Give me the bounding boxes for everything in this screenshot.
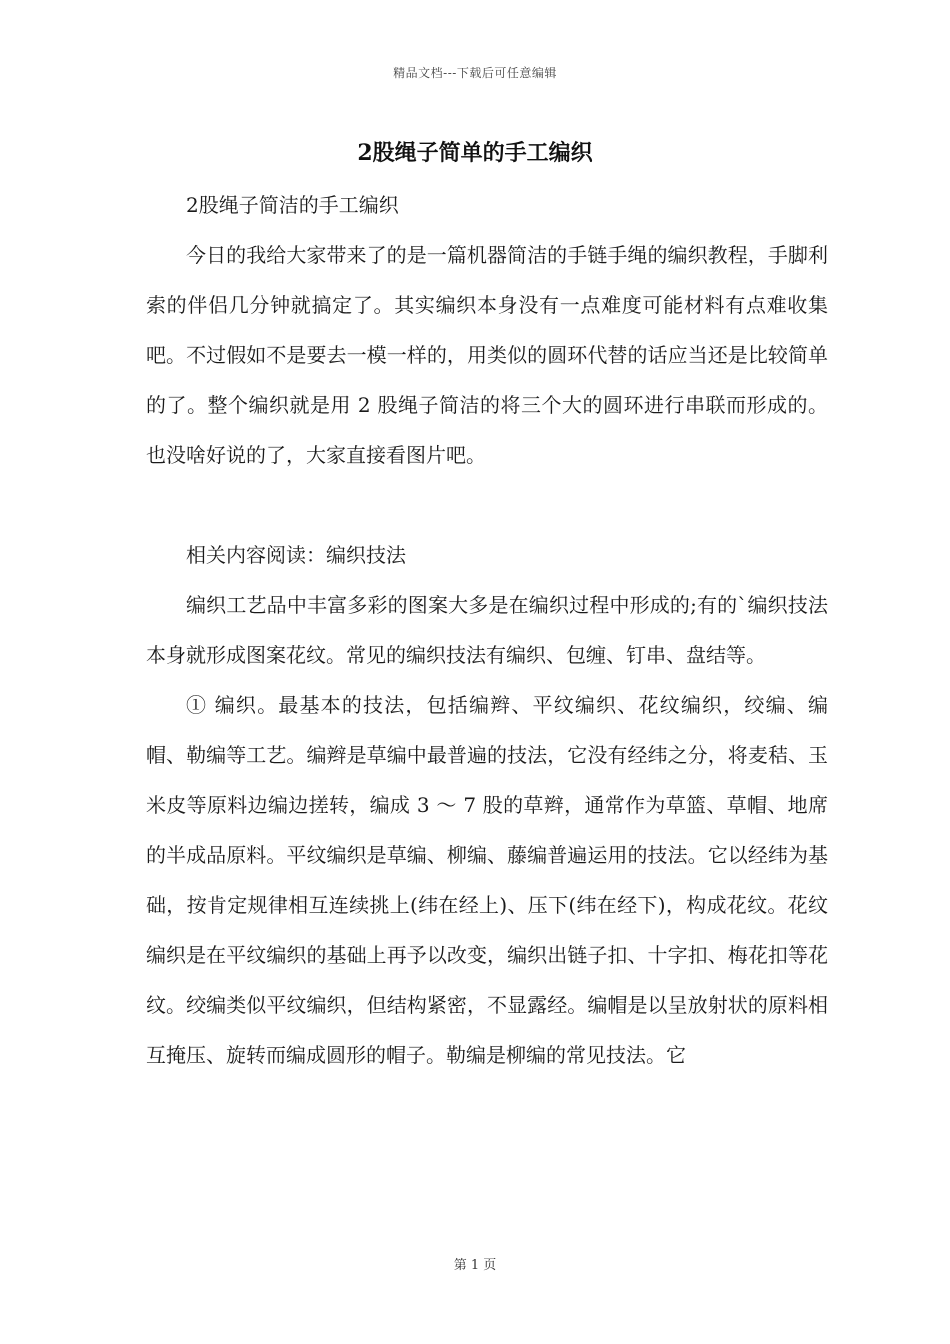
paragraph-techniques-overview: 编织工艺品中丰富多彩的图案大多是在编织过程中形成的;有的`编织技法本身就形成图案花纹。常见的编织技法有编织、包缠、钉串、盘结等。 — [146, 593, 828, 667]
document-subtitle: 2股绳子简洁的手工编织 — [186, 193, 399, 217]
document-title: 2股绳子简单的手工编织 — [357, 140, 593, 166]
document-body — [146, 180, 828, 1080]
paragraph-related-heading: 相关内容阅读：编织技法 — [186, 543, 406, 567]
page-number: 第 1 页 — [453, 1258, 497, 1273]
header-note: 精品文档---下载后可任意编辑 — [393, 66, 557, 80]
paragraph-gap — [146, 480, 828, 530]
paragraph-intro: 今日的我给大家带来了的是一篇机器简洁的手链手绳的编织教程，手脚利索的伴侣几分钟就搞定了。其实编织本身没有一点难度可能材料有点难收集吧。不过假如不是要去一模一样的，用类似的圆环代替的话应当还是比较简单的了。整个编织就是用 2 股绳子简洁的将三个大的圆环进行串联而形成的。也没啥好说的了，大家直接看图片吧。 — [146, 243, 828, 467]
paragraph-weaving-technique: ① 编织。最基本的技法，包括编辫、平纹编织、花纹编织，绞编、编帽、勒编等工艺。编辫是草编中最普遍的技法，它没有经纬之分，将麦秸、玉米皮等原料边编边搓转，编成 3 ～ 7 股的草辫，通常作为草篮、草帽、地席的半成品原料。平纹编织是草编、柳编、藤编普遍运用的技法。它以经纬为基础，按肯定规律相互连续挑上(纬在经上)、压下(纬在经下)，构成花纹。花纹编织是在平纹编织的基础上再予以改变，编织出链子扣、十字扣、梅花扣等花纹。绞编类似平纹编织，但结构紧密，不显露经。编帽是以呈放射状的原料相互掩压、旋转而编成圆形的帽子。勒编是柳编的常见技法。它 — [146, 693, 828, 1067]
